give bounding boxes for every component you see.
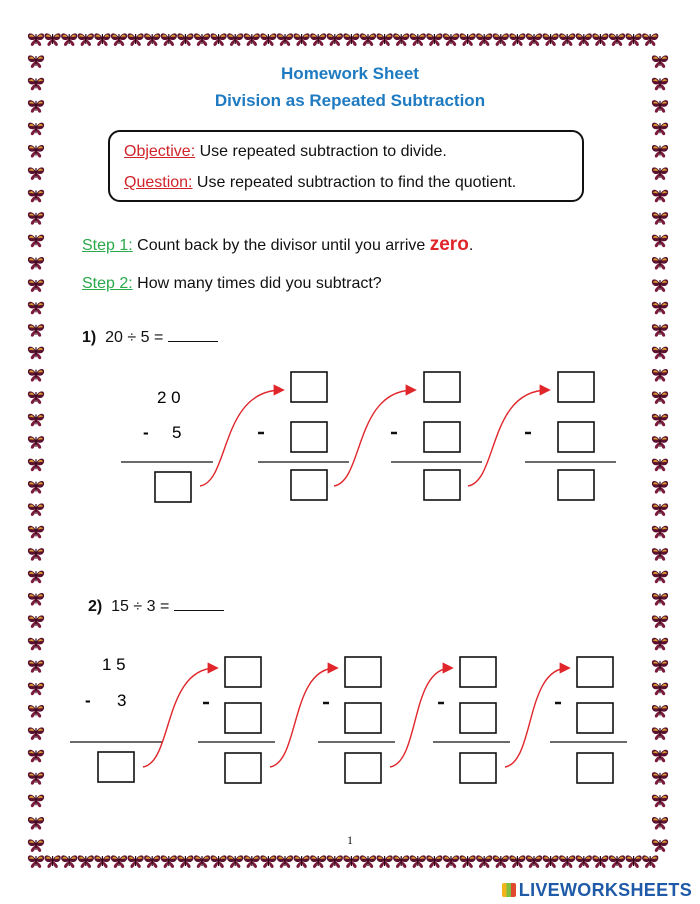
answer-box[interactable] [98, 752, 134, 782]
answer-box[interactable] [577, 657, 613, 687]
answer-box[interactable] [155, 472, 191, 502]
step-2-text: How many times did you subtract? [132, 275, 382, 292]
answer-box[interactable] [291, 422, 327, 452]
step-1-text: Count back by the divisor until you arrive [132, 237, 430, 254]
curved-arrow-icon [334, 390, 414, 486]
question-text: Use repeated subtraction to find the quotient. [192, 174, 517, 191]
answer-box[interactable] [345, 703, 381, 733]
title-line-1: Homework Sheet [281, 64, 419, 83]
answer-box[interactable] [291, 470, 327, 500]
problem-2-number: 2) [88, 598, 103, 615]
objective-label: Objective: [124, 143, 196, 160]
curved-arrow-icon [270, 668, 336, 767]
step-2-label: Step 2: [82, 275, 133, 292]
answer-box[interactable] [577, 753, 613, 783]
answer-box[interactable] [291, 372, 327, 402]
answer-box[interactable] [225, 657, 261, 687]
curved-arrow-icon [468, 390, 548, 486]
answer-box[interactable] [460, 657, 496, 687]
answer-box[interactable] [577, 703, 613, 733]
objective-text: Use repeated subtraction to divide. [195, 143, 447, 160]
answer-box[interactable] [225, 753, 261, 783]
problem-2-minus: - [85, 691, 91, 710]
problem-2-dividend: 1 5 [102, 655, 126, 674]
problem-1-divisor: 5 [172, 423, 182, 442]
answer-box[interactable] [558, 422, 594, 452]
curved-arrow-icon [200, 390, 282, 486]
answer-box[interactable] [345, 753, 381, 783]
logo-text: LIVEWORKSHEETS [518, 880, 692, 900]
curved-arrow-icon [505, 668, 568, 767]
answer-box[interactable] [558, 372, 594, 402]
answer-box[interactable] [225, 703, 261, 733]
question-label: Question: [124, 174, 193, 191]
answer-box[interactable] [424, 422, 460, 452]
logo-icon [502, 883, 516, 897]
title-line-2: Division as Repeated Subtraction [214, 91, 486, 110]
answer-box[interactable] [345, 657, 381, 687]
liveworksheets-logo [502, 880, 692, 901]
problem-1-minus: - [143, 423, 149, 442]
problem-1-number: 1) [82, 329, 97, 346]
step-1-end: . [468, 237, 474, 254]
zero-emphasis: zero [429, 234, 469, 255]
answer-box[interactable] [460, 703, 496, 733]
step-1-label: Step 1: [82, 237, 133, 254]
problem-2-divisor: 3 [117, 691, 127, 710]
problem-1-dividend: 2 0 [157, 388, 181, 407]
answer-box[interactable] [424, 372, 460, 402]
problem-2-expression: 15 ÷ 3 = [111, 598, 174, 615]
problem-1-expression: 20 ÷ 5 = [105, 329, 168, 346]
answer-box[interactable] [460, 753, 496, 783]
page-number: 1 [347, 833, 353, 847]
answer-box[interactable] [558, 470, 594, 500]
curved-arrow-icon [390, 668, 451, 767]
answer-box[interactable] [424, 470, 460, 500]
curved-arrow-icon [143, 668, 216, 767]
